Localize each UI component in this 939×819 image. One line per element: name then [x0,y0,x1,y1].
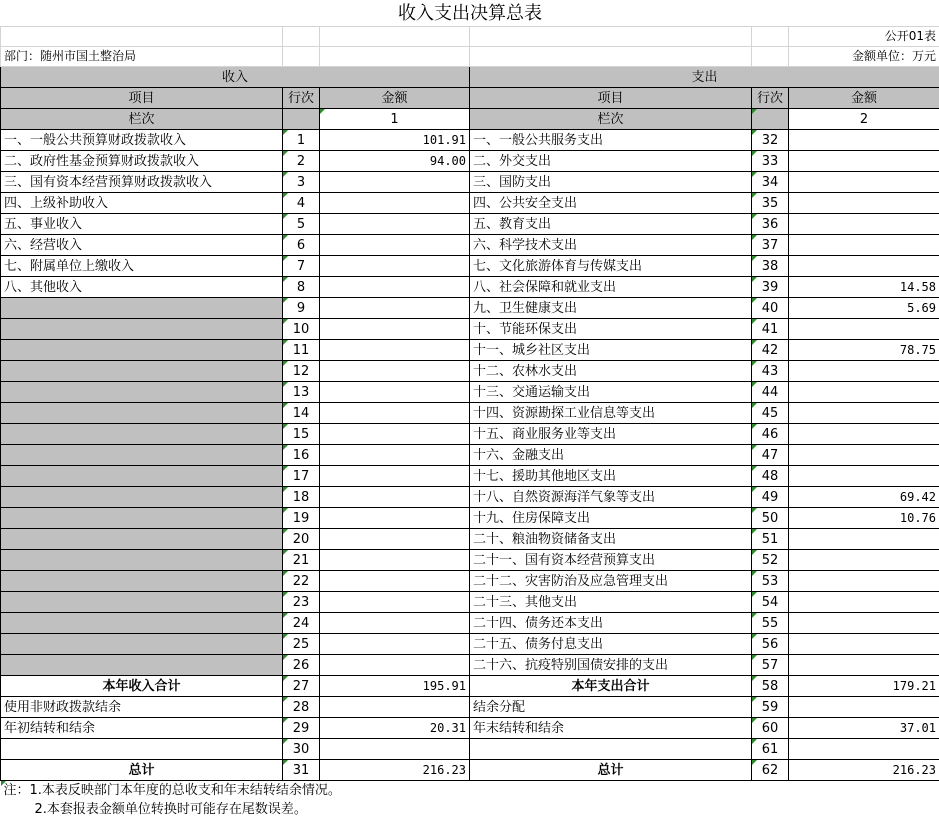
expense-amount-cell: 78.75 [789,340,939,361]
income-amount-cell [320,340,470,361]
expense-item-cell: 结余分配 [470,697,752,718]
income-amount-cell [320,277,470,298]
income-amount-cell [320,550,470,571]
expense-item-cell: 十八、自然资源海洋气象等支出 [470,487,752,508]
income-amount-cell [320,256,470,277]
expense-line-cell: 51 [752,529,789,550]
expense-line-cell: 49 [752,487,789,508]
income-item-cell [1,445,283,466]
expense-item-cell: 二、外交支出 [470,151,752,172]
expense-item-cell: 一、一般公共服务支出 [470,130,752,151]
income-amount-cell [320,487,470,508]
income-item-header: 项目 [1,88,283,109]
income-item-cell [1,466,283,487]
income-line-cell: 18 [283,487,320,508]
expense-item-cell: 十一、城乡社区支出 [470,340,752,361]
income-line-cell: 3 [283,172,320,193]
income-amount-cell [320,613,470,634]
footnote: 2.本套报表金额单位转换时可能存在尾数误差。 [1,800,939,819]
income-line-cell: 23 [283,592,320,613]
expense-item-cell: 二十五、债务付息支出 [470,634,752,655]
income-line-cell: 27 [283,676,320,697]
income-item-cell: 五、事业收入 [1,214,283,235]
expense-item-cell: 二十四、债务还本支出 [470,613,752,634]
expense-line-cell: 35 [752,193,789,214]
income-line-cell: 19 [283,508,320,529]
income-amount-cell [320,529,470,550]
income-item-cell: 本年收入合计 [1,676,283,697]
income-item-cell [1,319,283,340]
income-line-cell: 24 [283,613,320,634]
expense-amount-cell: 14.58 [789,277,939,298]
expense-amount-cell [789,193,939,214]
table-row [1,466,939,487]
income-amount-cell: 195.91 [320,676,470,697]
table-row [1,319,939,340]
income-line-cell: 17 [283,466,320,487]
income-item-cell: 四、上级补助收入 [1,193,283,214]
table-row [1,235,939,256]
income-line-cell: 31 [283,760,320,781]
income-amount-cell [320,382,470,403]
income-item-cell [1,487,283,508]
income-amount-cell [320,214,470,235]
expense-amount-header: 金额 [789,88,939,109]
expense-amount-cell [789,613,939,634]
expense-amount-cell [789,361,939,382]
expense-line-cell: 62 [752,760,789,781]
income-amount-cell [320,634,470,655]
expense-item-cell: 七、文化旅游体育与传媒支出 [470,256,752,277]
income-amount-cell: 94.00 [320,151,470,172]
table-row [1,718,939,739]
income-item-cell [1,655,283,676]
income-item-cell: 六、经营收入 [1,235,283,256]
table-row [1,655,939,676]
expense-line-cell: 46 [752,424,789,445]
income-line-cell: 2 [283,151,320,172]
expense-line-cell: 52 [752,550,789,571]
income-amount-cell [320,592,470,613]
expense-line-col-cell [752,109,789,130]
expense-line-cell: 47 [752,445,789,466]
income-line-cell: 25 [283,634,320,655]
expense-line-cell: 39 [752,277,789,298]
expense-amount-cell [789,571,939,592]
expense-amount-cell [789,319,939,340]
expense-line-cell: 59 [752,697,789,718]
expense-line-cell: 33 [752,151,789,172]
income-item-cell: 二、政府性基金预算财政拨款收入 [1,151,283,172]
expense-line-cell: 53 [752,571,789,592]
expense-item-cell: 本年支出合计 [470,676,752,697]
expense-amount-cell [789,466,939,487]
expense-column-number: 2 [789,109,939,130]
expense-line-cell: 43 [752,361,789,382]
expense-item-cell: 八、社会保障和就业支出 [470,277,752,298]
expense-line-cell: 60 [752,718,789,739]
table-row [1,697,939,718]
income-section-header: 收入 [1,67,470,88]
table-row [1,277,939,298]
table-row [1,424,939,445]
income-item-cell [1,361,283,382]
expense-item-cell: 总计 [470,760,752,781]
income-line-cell: 21 [283,550,320,571]
income-line-cell: 1 [283,130,320,151]
income-amount-cell [320,403,470,424]
income-item-cell [1,592,283,613]
expense-line-cell: 37 [752,235,789,256]
expense-section-header: 支出 [470,67,939,88]
expense-amount-cell [789,172,939,193]
income-line-cell: 8 [283,277,320,298]
income-item-cell [1,340,283,361]
expense-item-cell: 四、公共安全支出 [470,193,752,214]
income-line-cell: 9 [283,298,320,319]
table-row [1,193,939,214]
income-item-cell [1,508,283,529]
expense-amount-cell: 37.01 [789,718,939,739]
expense-amount-cell [789,445,939,466]
table-row [1,130,939,151]
expense-line-cell: 40 [752,298,789,319]
table-row [1,151,939,172]
expense-item-cell: 年末结转和结余 [470,718,752,739]
income-line-cell: 26 [283,655,320,676]
expense-line-cell: 55 [752,613,789,634]
expense-amount-cell [789,235,939,256]
income-item-cell: 七、附属单位上缴收入 [1,256,283,277]
table-row [1,634,939,655]
income-item-cell: 八、其他收入 [1,277,283,298]
expense-line-cell: 58 [752,676,789,697]
table-row [1,172,939,193]
income-amount-cell [320,172,470,193]
expense-item-cell: 十五、商业服务业等支出 [470,424,752,445]
income-amount-cell [320,319,470,340]
income-amount-cell: 20.31 [320,718,470,739]
income-item-cell: 总计 [1,760,283,781]
expense-item-cell: 二十二、灾害防治及应急管理支出 [470,571,752,592]
table-row [1,361,939,382]
expense-line-cell: 36 [752,214,789,235]
expense-amount-cell [789,655,939,676]
income-line-cell: 16 [283,445,320,466]
expense-line-cell: 34 [752,172,789,193]
expense-item-cell: 二十三、其他支出 [470,592,752,613]
expense-amount-cell [789,697,939,718]
income-amount-cell [320,193,470,214]
expense-line-cell: 42 [752,340,789,361]
expense-amount-cell [789,403,939,424]
footnote: 注：1.本表反映部门本年度的总收支和年末结转结余情况。 [1,781,939,801]
table-row [1,382,939,403]
table-row [1,613,939,634]
income-item-cell [1,571,283,592]
income-item-cell [1,298,283,319]
income-column-number: 1 [320,109,470,130]
expense-item-cell: 二十一、国有资本经营预算支出 [470,550,752,571]
income-line-header: 行次 [283,88,320,109]
income-item-cell [1,739,283,760]
table-row [1,760,939,781]
income-line-cell: 29 [283,718,320,739]
table-row [1,340,939,361]
income-amount-cell [320,466,470,487]
table-row [1,529,939,550]
expense-item-cell: 二十、粮油物资储备支出 [470,529,752,550]
table-row [1,550,939,571]
income-amount-cell [320,697,470,718]
expense-column-label: 栏次 [470,109,752,130]
expense-item-cell: 二十六、抗疫特别国债安排的支出 [470,655,752,676]
income-item-cell [1,403,283,424]
income-item-cell [1,634,283,655]
table-row [1,256,939,277]
expense-item-header: 项目 [470,88,752,109]
income-line-cell: 4 [283,193,320,214]
expense-item-cell: 十六、金融支出 [470,445,752,466]
income-amount-cell [320,571,470,592]
income-line-cell: 14 [283,403,320,424]
income-amount-cell [320,739,470,760]
expense-line-cell: 48 [752,466,789,487]
table-row [1,445,939,466]
income-line-cell: 22 [283,571,320,592]
income-line-cell: 6 [283,235,320,256]
expense-line-cell: 44 [752,382,789,403]
income-item-cell [1,529,283,550]
expense-amount-cell [789,130,939,151]
table-row [1,298,939,319]
expense-item-cell: 十二、农林水支出 [470,361,752,382]
table-row [1,487,939,508]
table-row [1,508,939,529]
income-line-cell: 7 [283,256,320,277]
unit-label: 金额单位：万元 [789,47,939,67]
form-code: 公开01表 [789,27,939,47]
expense-item-cell: 十九、住房保障支出 [470,508,752,529]
expense-amount-cell [789,592,939,613]
income-item-cell: 使用非财政拨款结余 [1,697,283,718]
expense-item-cell: 五、教育支出 [470,214,752,235]
table-row [1,214,939,235]
expense-line-cell: 45 [752,403,789,424]
expense-line-cell: 61 [752,739,789,760]
expense-item-cell [470,739,752,760]
expense-line-cell: 50 [752,508,789,529]
income-line-cell: 20 [283,529,320,550]
expense-amount-cell: 69.42 [789,487,939,508]
expense-amount-cell [789,529,939,550]
income-item-cell [1,613,283,634]
income-line-cell: 10 [283,319,320,340]
page-title: 收入支出决算总表 [1,0,939,27]
expense-item-cell: 六、科学技术支出 [470,235,752,256]
expense-amount-cell [789,382,939,403]
expense-item-cell: 十三、交通运输支出 [470,382,752,403]
income-item-cell [1,550,283,571]
expense-item-cell: 十四、资源勘探工业信息等支出 [470,403,752,424]
income-amount-cell [320,508,470,529]
income-column-label: 栏次 [1,109,283,130]
expense-amount-cell: 179.21 [789,676,939,697]
income-amount-cell: 216.23 [320,760,470,781]
expense-line-cell: 54 [752,592,789,613]
expense-line-cell: 38 [752,256,789,277]
expense-item-cell: 三、国防支出 [470,172,752,193]
table-row [1,676,939,697]
expense-amount-cell [789,256,939,277]
income-amount-header: 金额 [320,88,470,109]
expense-amount-cell: 10.76 [789,508,939,529]
income-item-cell [1,382,283,403]
income-line-cell: 13 [283,382,320,403]
income-amount-cell [320,424,470,445]
income-amount-cell: 101.91 [320,130,470,151]
expense-amount-cell [789,739,939,760]
income-amount-cell [320,235,470,256]
expense-line-cell: 57 [752,655,789,676]
expense-item-cell: 十、节能环保支出 [470,319,752,340]
income-item-cell: 三、国有资本经营预算财政拨款收入 [1,172,283,193]
income-amount-cell [320,298,470,319]
table-row [1,571,939,592]
expense-amount-cell: 5.69 [789,298,939,319]
expense-amount-cell [789,424,939,445]
table-row [1,592,939,613]
income-amount-cell [320,655,470,676]
income-line-cell: 11 [283,340,320,361]
income-line-cell: 30 [283,739,320,760]
expense-amount-cell [789,151,939,172]
expense-line-cell: 56 [752,634,789,655]
expense-line-cell: 32 [752,130,789,151]
income-amount-cell [320,445,470,466]
expense-amount-cell [789,634,939,655]
expense-item-cell: 十七、援助其他地区支出 [470,466,752,487]
income-item-cell: 年初结转和结余 [1,718,283,739]
income-line-cell: 12 [283,361,320,382]
income-line-cell: 5 [283,214,320,235]
expense-amount-cell [789,550,939,571]
income-item-cell [1,424,283,445]
expense-line-cell: 41 [752,319,789,340]
expense-item-cell: 九、卫生健康支出 [470,298,752,319]
table-row [1,403,939,424]
income-amount-cell [320,361,470,382]
income-line-col-cell [283,109,320,130]
income-line-cell: 15 [283,424,320,445]
expense-amount-cell: 216.23 [789,760,939,781]
income-line-cell: 28 [283,697,320,718]
income-item-cell: 一、一般公共预算财政拨款收入 [1,130,283,151]
expense-amount-cell [789,214,939,235]
table-row [1,739,939,760]
department-label: 部门：随州市国土整治局 [1,47,283,67]
expense-line-header: 行次 [752,88,789,109]
